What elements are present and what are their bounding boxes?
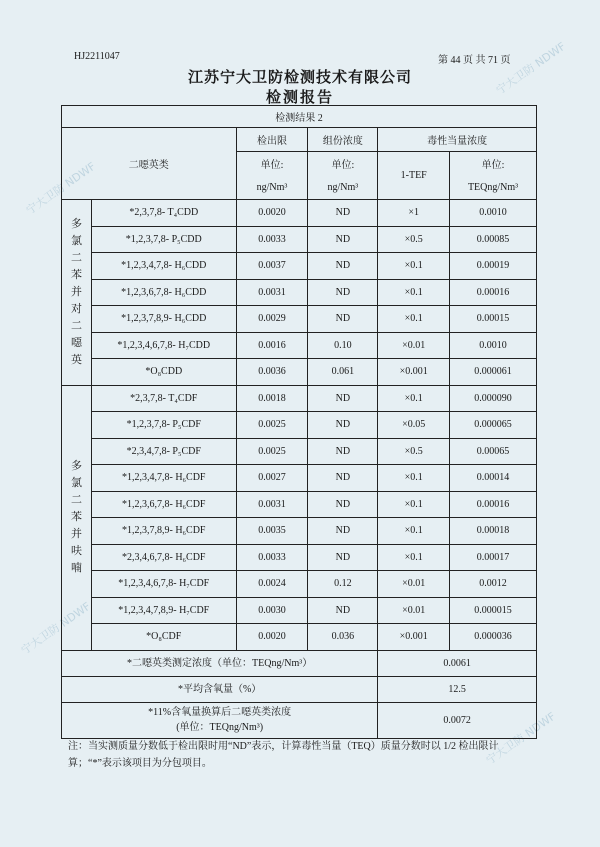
compound-name: *1,2,3,4,7,8,9- H₇CDF: [91, 597, 236, 624]
col-header-toxic: 毒性当量浓度: [378, 128, 537, 152]
tef-factor: ×0.01: [378, 332, 450, 359]
teq-value: 0.00085: [450, 226, 537, 253]
concentration: ND: [308, 438, 378, 465]
tef-factor: ×0.1: [378, 279, 450, 306]
doc-id: HJ2211047: [74, 51, 120, 62]
compound-name: *2,3,4,6,7,8- H₆CDF: [91, 544, 236, 571]
compound-name: *1,2,3,6,7,8- H₆CDD: [91, 279, 236, 306]
detection-limit: 0.0020: [236, 200, 308, 227]
tef-factor: ×0.1: [378, 491, 450, 518]
teq-value: 0.00018: [450, 518, 537, 545]
tef-factor: ×0.1: [378, 385, 450, 412]
company-name: 江苏宁大卫防检测技术有限公司: [187, 68, 412, 86]
table-row: [62, 385, 537, 412]
unit-label: 单位:: [450, 152, 537, 176]
tef-factor: ×0.5: [378, 226, 450, 253]
summary-value: 12.5: [378, 676, 537, 702]
teq-value: 0.00017: [450, 544, 537, 571]
detection-limit: 0.0031: [236, 279, 308, 306]
table-row: [62, 491, 537, 518]
group-label: 多 氯 二 苯 并 对 二 噁 英: [62, 200, 92, 386]
concentration: 0.12: [308, 571, 378, 598]
teq-value: 0.00065: [450, 438, 537, 465]
table-row: [62, 200, 537, 227]
table-row: [62, 306, 537, 333]
compound-name: *1,2,3,4,6,7,8- H₇CDF: [91, 571, 236, 598]
table-row: [62, 332, 537, 359]
watermark: 宁大卫防 NDWF: [483, 709, 559, 768]
summary-label: *二噁英类测定浓度（单位：TEQng/Nm³）: [62, 650, 378, 676]
tef-factor: ×0.1: [378, 306, 450, 333]
detection-limit: 0.0029: [236, 306, 308, 333]
teq-value: 0.0010: [450, 332, 537, 359]
detection-limit: 0.0025: [236, 412, 308, 439]
group-label: 多 氯 二 苯 并 呋 喃: [62, 385, 92, 650]
concentration: 0.036: [308, 624, 378, 651]
page-number: 第 44 页 共 71 页: [438, 55, 511, 66]
concentration: ND: [308, 200, 378, 227]
detection-limit: 0.0035: [236, 518, 308, 545]
unit-label: 单位:: [308, 152, 378, 176]
detection-limit: 0.0024: [236, 571, 308, 598]
compound-name: *1,2,3,7,8- P₅CDF: [91, 412, 236, 439]
concentration: ND: [308, 226, 378, 253]
compound-name: *O₈CDD: [91, 359, 236, 386]
summary-label: *11%含氧量换算后二噁英类浓度 (单位：TEQng/Nm³): [62, 702, 378, 738]
tef-factor: ×0.001: [378, 624, 450, 651]
concentration: ND: [308, 253, 378, 280]
concentration: ND: [308, 544, 378, 571]
watermark: 宁大卫防 NDWF: [23, 159, 99, 218]
col-header-tef: 1-TEF: [378, 152, 450, 200]
teq-value: 0.000090: [450, 385, 537, 412]
compound-name: *2,3,4,7,8- P₅CDF: [91, 438, 236, 465]
watermark: 宁大卫防 NDWF: [18, 599, 94, 658]
concentration: ND: [308, 412, 378, 439]
unit-label: 单位:: [236, 152, 308, 176]
compound-name: *2,3,7,8- T₄CDF: [91, 385, 236, 412]
detection-limit: 0.0020: [236, 624, 308, 651]
col-header-conc: 组份浓度: [308, 128, 378, 152]
table-row: [62, 279, 537, 306]
summary-row: [62, 650, 537, 676]
tef-factor: ×0.01: [378, 597, 450, 624]
table-row: [62, 571, 537, 598]
detection-limit: 0.0031: [236, 491, 308, 518]
tef-factor: ×0.05: [378, 412, 450, 439]
teq-value: 0.00019: [450, 253, 537, 280]
unit-value: ng/Nm³: [308, 176, 378, 200]
footnote: 注：当实测质量分数低于检出限时用“ND”表示，计算毒性当量（TEQ）质量分数时以 1/2 检出限计算；“*”表示该项目为分包项目。: [68, 741, 499, 769]
teq-value: 0.000061: [450, 359, 537, 386]
concentration: 0.061: [308, 359, 378, 386]
section-title: 检测结果 2: [62, 106, 537, 128]
detection-limit: 0.0018: [236, 385, 308, 412]
teq-value: 0.0010: [450, 200, 537, 227]
table-row: [62, 597, 537, 624]
concentration: ND: [308, 465, 378, 492]
teq-value: 0.000036: [450, 624, 537, 651]
teq-value: 0.000015: [450, 597, 537, 624]
detection-limit: 0.0033: [236, 544, 308, 571]
teq-value: 0.00016: [450, 491, 537, 518]
compound-name: *1,2,3,6,7,8- H₆CDF: [91, 491, 236, 518]
tef-factor: ×1: [378, 200, 450, 227]
results-table: [61, 105, 537, 739]
concentration: ND: [308, 491, 378, 518]
unit-value: ng/Nm³: [236, 176, 308, 200]
report-title: 检测报告: [265, 88, 334, 106]
detection-limit: 0.0016: [236, 332, 308, 359]
tef-factor: ×0.1: [378, 518, 450, 545]
table-row: [62, 518, 537, 545]
compound-name: *2,3,7,8- T₄CDD: [91, 200, 236, 227]
compound-name: *1,2,3,4,6,7,8- H₇CDD: [91, 332, 236, 359]
summary-label: *平均含氧量（%）: [62, 676, 378, 702]
concentration: ND: [308, 518, 378, 545]
tef-factor: ×0.1: [378, 465, 450, 492]
detection-limit: 0.0030: [236, 597, 308, 624]
detection-limit: 0.0036: [236, 359, 308, 386]
teq-value: 0.00016: [450, 279, 537, 306]
compound-name: *O₈CDF: [91, 624, 236, 651]
tef-factor: ×0.5: [378, 438, 450, 465]
col-header-group: 二噁英类: [62, 128, 237, 200]
col-header-limit: 检出限: [236, 128, 308, 152]
table-row: [62, 624, 537, 651]
detection-limit: 0.0025: [236, 438, 308, 465]
compound-name: *1,2,3,4,7,8- H₆CDF: [91, 465, 236, 492]
teq-value: 0.00014: [450, 465, 537, 492]
teq-value: 0.000065: [450, 412, 537, 439]
detection-limit: 0.0037: [236, 253, 308, 280]
tef-factor: ×0.001: [378, 359, 450, 386]
summary-row: [62, 702, 537, 738]
summary-value: 0.0061: [378, 650, 537, 676]
concentration: ND: [308, 279, 378, 306]
compound-name: *1,2,3,7,8,9- H₆CDD: [91, 306, 236, 333]
table-row: [62, 544, 537, 571]
teq-value: 0.0012: [450, 571, 537, 598]
summary-row: [62, 676, 537, 702]
tef-factor: ×0.1: [378, 253, 450, 280]
concentration: ND: [308, 385, 378, 412]
concentration: 0.10: [308, 332, 378, 359]
tef-factor: ×0.1: [378, 544, 450, 571]
table-row: [62, 412, 537, 439]
compound-name: *1,2,3,7,8,9- H₆CDF: [91, 518, 236, 545]
compound-name: *1,2,3,4,7,8- H₆CDD: [91, 253, 236, 280]
detection-limit: 0.0033: [236, 226, 308, 253]
table-row: [62, 359, 537, 386]
concentration: ND: [308, 597, 378, 624]
table-row: [62, 253, 537, 280]
concentration: ND: [308, 306, 378, 333]
teq-value: 0.00015: [450, 306, 537, 333]
compound-name: *1,2,3,7,8- P₅CDD: [91, 226, 236, 253]
table-row: [62, 465, 537, 492]
unit-value: TEQng/Nm³: [450, 176, 537, 200]
watermark: 宁大卫防 NDWF: [493, 39, 569, 98]
detection-limit: 0.0027: [236, 465, 308, 492]
table-row: [62, 438, 537, 465]
table-row: [62, 226, 537, 253]
summary-value: 0.0072: [378, 702, 537, 738]
tef-factor: ×0.01: [378, 571, 450, 598]
